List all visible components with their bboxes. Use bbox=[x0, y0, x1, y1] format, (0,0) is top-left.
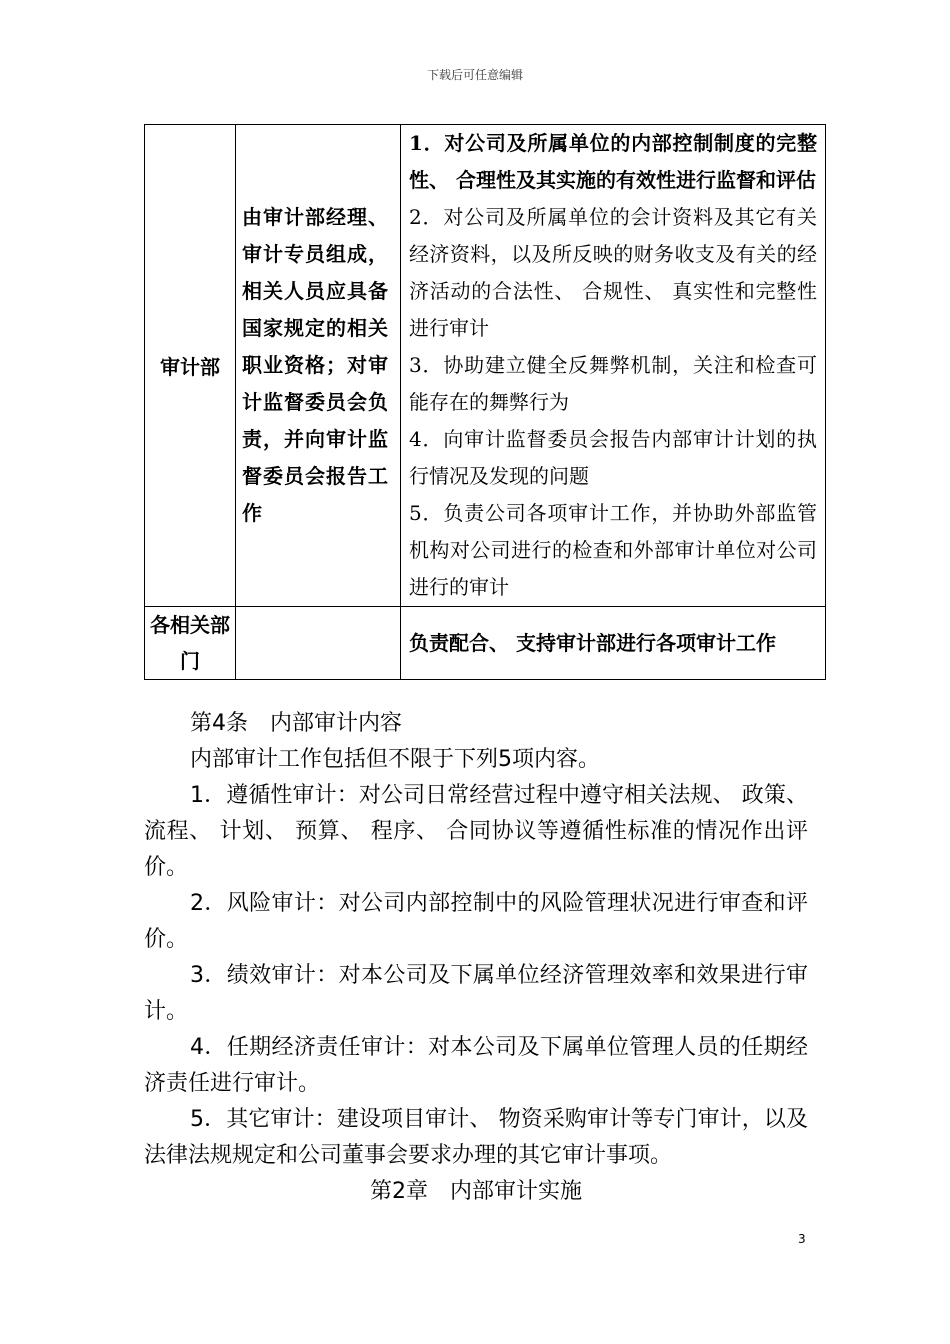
article-item: 3．绩效审计：对本公司及下属单位经济管理效率和效果进行审计。 bbox=[144, 963, 808, 1024]
duty-item: 3．协助建立健全反舞弊机制，关注和检查可能存在的舞弊行为 bbox=[409, 353, 817, 414]
article-item: 1．遵循性审计：对公司日常经营过程中遵守相关法规、 政策、 流程、 计划、 预算、 程序、 合同协议等遵循性标准的情况作出评价。 bbox=[144, 783, 808, 880]
page-number: 3 bbox=[798, 1232, 806, 1246]
chapter-title: 第2章 内部审计实施 bbox=[370, 1179, 582, 1204]
article-title: 第4条 内部审计内容 bbox=[190, 711, 402, 736]
table-row bbox=[145, 125, 826, 607]
article-intro: 内部审计工作包括但不限于下列5项内容。 bbox=[190, 747, 600, 772]
duties-cell bbox=[401, 125, 826, 607]
duty-item: 2．对公司及所属单位的会计资料及其它有关经济资料，以及所反映的财务收支及有关的经济活动的合法性、 合规性、 真实性和完整性进行审计 bbox=[409, 205, 817, 340]
duties-cell: 负责配合、 支持审计部进行各项审计工作 bbox=[401, 607, 826, 680]
composition-cell bbox=[236, 607, 401, 680]
article-item: 4．任期经济责任审计：对本公司及下属单位管理人员的任期经济责任进行审计。 bbox=[144, 1035, 808, 1096]
dept-cell: 审计部 bbox=[145, 125, 236, 607]
composition-cell: 由审计部经理、 审计专员组成，相关人员应具备国家规定的相关职业资格；对审计监督委员会负责，并向审计监督委员会报告工作 bbox=[236, 125, 401, 607]
dept-cell: 各相关部门 bbox=[145, 607, 236, 680]
article-item: 5．其它审计：建设项目审计、 物资采购审计等专门审计，以及法律法规规定和公司董事会要求办理的其它审计事项。 bbox=[144, 1107, 808, 1168]
responsibility-table bbox=[144, 124, 826, 680]
duty-item: 5．负责公司各项审计工作，并协助外部监管机构对公司进行的检查和外部审计单位对公司进行的审计 bbox=[409, 501, 817, 599]
table-row bbox=[145, 607, 826, 680]
document-body bbox=[144, 706, 808, 1210]
article-item: 2．风险审计：对公司内部控制中的风险管理状况进行审查和评价。 bbox=[144, 891, 808, 952]
page-header: 下载后可任意编辑 bbox=[426, 68, 523, 82]
duty-item: 4．向审计监督委员会报告内部审计计划的执行情况及发现的问题 bbox=[409, 427, 817, 488]
duty-item: 1．对公司及所属单位的内部控制制度的完整性、 合理性及其实施的有效性进行监督和评估 bbox=[409, 131, 817, 192]
